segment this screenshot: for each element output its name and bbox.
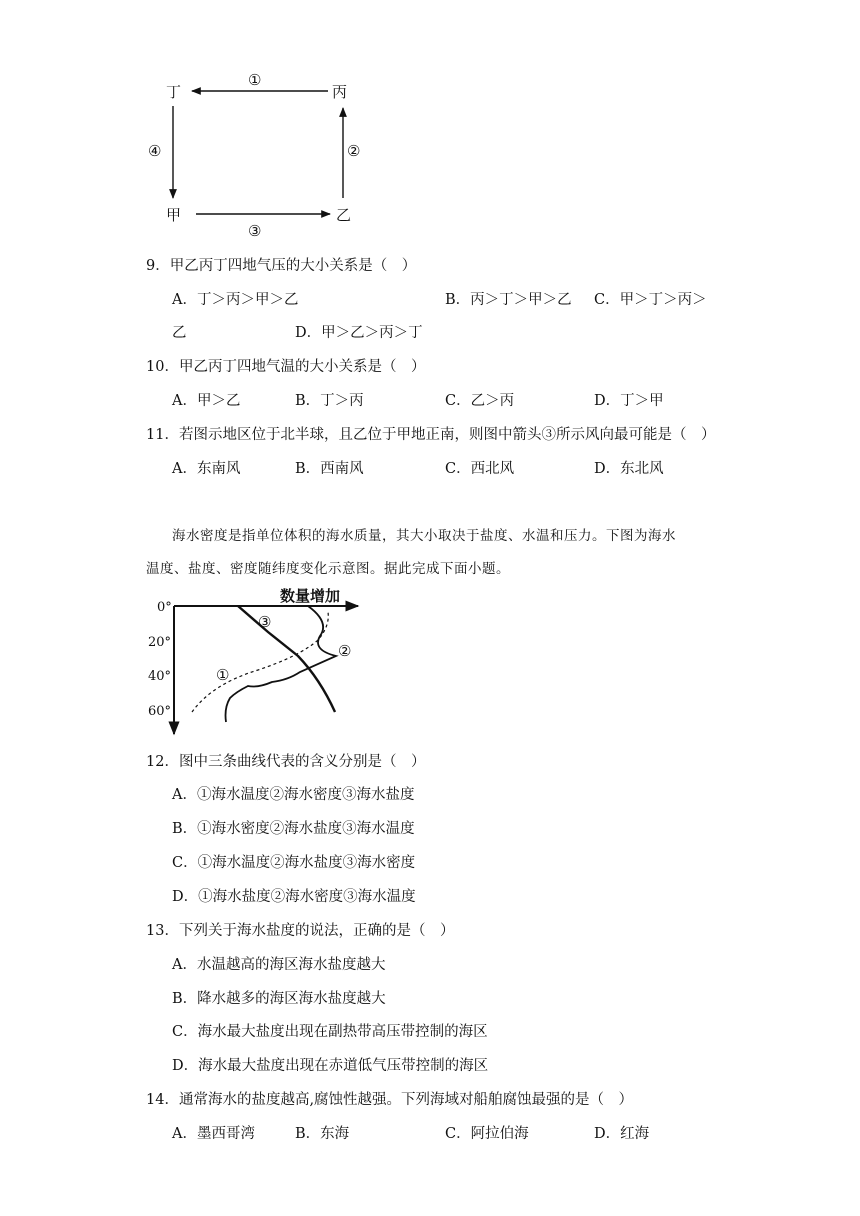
node-yi: 乙	[336, 206, 352, 224]
q13-option-d[interactable]: D．海水最大盐度出现在赤道低气压带控制的海区	[172, 1058, 489, 1074]
passage-line-2: 温度、盐度、密度随纬度变化示意图。据此完成下面小题。	[146, 561, 510, 577]
question-13-stem: 13．下列关于海水盐度的说法，正确的是（ ）	[146, 923, 455, 939]
q13-option-a[interactable]: A．水温越高的海区海水盐度越大	[172, 957, 386, 973]
q9-option-d[interactable]: D．甲＞乙＞丙＞丁	[295, 325, 423, 341]
q10-option-c[interactable]: C．乙＞丙	[445, 393, 515, 409]
arrow-label-4: ④	[148, 142, 162, 160]
question-14-stem: 14．通常海水的盐度越高,腐蚀性越强。下列海域对船舶腐蚀最强的是（ ）	[146, 1092, 634, 1108]
q12-option-b[interactable]: B．①海水密度②海水盐度③海水温度	[172, 821, 415, 837]
ocean-property-diagram	[140, 584, 380, 740]
node-jia: 甲	[166, 206, 182, 224]
question-9-stem: 9．甲乙丙丁四地气压的大小关系是（ ）	[146, 258, 417, 274]
q13-option-b[interactable]: B．降水越多的海区海水盐度越大	[172, 991, 386, 1007]
q14-option-a[interactable]: A．墨西哥湾	[172, 1126, 255, 1142]
passage-line-1: 海水密度是指单位体积的海水质量，其大小取决于盐度、水温和压力。下图为海水	[172, 528, 676, 544]
curve-label-2: ②	[338, 642, 352, 660]
y-tick-0: 0°	[157, 600, 172, 615]
q11-option-b[interactable]: B．西南风	[295, 461, 364, 477]
q9-option-a[interactable]: A．丁＞丙＞甲＞乙	[172, 292, 299, 308]
q12-option-d[interactable]: D．①海水盐度②海水密度③海水温度	[172, 889, 416, 905]
curve-label-1: ①	[216, 666, 230, 684]
y-tick-20: 20°	[148, 635, 172, 650]
q13-option-c[interactable]: C．海水最大盐度出现在副热带高压带控制的海区	[172, 1024, 488, 1040]
q9-option-b[interactable]: B．丙＞丁＞甲＞乙	[445, 292, 572, 308]
q11-option-c[interactable]: C．西北风	[445, 461, 515, 477]
y-tick-40: 40°	[148, 669, 172, 684]
q11-option-a[interactable]: A．东南风	[172, 461, 241, 477]
q12-option-c[interactable]: C．①海水温度②海水盐度③海水密度	[172, 855, 416, 871]
question-10-stem: 10．甲乙丙丁四地气温的大小关系是（ ）	[146, 359, 426, 375]
q11-option-d[interactable]: D．东北风	[594, 461, 664, 477]
y-tick-60: 60°	[148, 704, 172, 719]
q12-option-a[interactable]: A．①海水温度②海水密度③海水盐度	[172, 787, 415, 803]
node-ding: 丁	[166, 83, 182, 101]
circulation-diagram	[150, 66, 380, 238]
q10-option-d[interactable]: D．丁＞甲	[594, 393, 664, 409]
q14-option-d[interactable]: D．红海	[594, 1126, 650, 1142]
arrow-label-3: ③	[248, 222, 262, 240]
arrow-label-2: ②	[347, 142, 361, 160]
q14-option-b[interactable]: B．东海	[295, 1126, 350, 1142]
q14-option-c[interactable]: C．阿拉伯海	[445, 1126, 529, 1142]
curve-label-3: ③	[258, 613, 272, 631]
q9-option-c[interactable]: C．甲＞丁＞丙＞	[594, 292, 707, 308]
q10-option-b[interactable]: B．丁＞丙	[295, 393, 364, 409]
node-bing: 丙	[332, 83, 348, 101]
q9-option-c-continued: 乙	[172, 325, 187, 341]
arrow-label-1: ①	[248, 71, 262, 89]
question-12-stem: 12．图中三条曲线代表的含义分别是（ ）	[146, 754, 426, 770]
x-axis-label: 数量增加	[280, 587, 341, 605]
curve-2	[226, 606, 337, 722]
question-11-stem: 11．若图示地区位于北半球，且乙位于甲地正南，则图中箭头③所示风向最可能是（ ）	[146, 427, 716, 443]
q10-option-a[interactable]: A．甲＞乙	[172, 393, 241, 409]
